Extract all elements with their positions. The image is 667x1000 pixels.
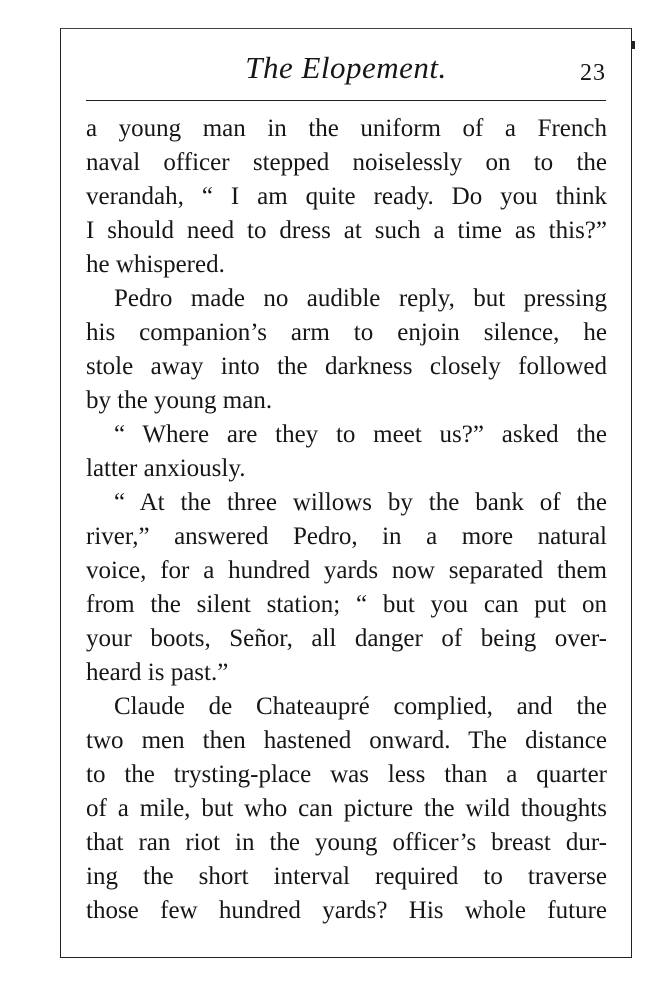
text-line: latter anxiously.	[86, 455, 246, 482]
text-line: he whispered.	[86, 251, 225, 278]
text-line: voice, for a hundred yards now separated them	[86, 557, 607, 584]
text-line: stole away into the darkness closely followed	[86, 353, 607, 380]
text-line: of a mile, but who can picture the wild thoughts	[86, 795, 607, 822]
text-line: heard is past.”	[86, 659, 229, 686]
text-line: two men then hastened onward. The distance	[86, 727, 607, 754]
running-header	[86, 46, 606, 96]
running-title: The Elopement.	[245, 50, 447, 85]
text-line: from the silent station; “ but you can put on	[86, 591, 607, 618]
text-line: Claude de Chateaupré complied, and the	[114, 693, 607, 720]
text-line: your boots, Señor, all danger of being over-	[86, 625, 607, 652]
text-line: naval officer stepped noiselessly on to the	[86, 149, 607, 176]
text-line: by the young man.	[86, 387, 273, 414]
margin-mark	[632, 41, 635, 49]
body-text	[86, 112, 607, 928]
header-rule	[86, 100, 606, 101]
text-line: those few hundred yards? His whole future	[86, 897, 607, 924]
text-line: “ At the three willows by the bank of the	[114, 489, 607, 516]
text-line: “ Where are they to meet us?” asked the	[114, 421, 607, 448]
text-line: verandah, “ I am quite ready. Do you think	[86, 183, 607, 210]
text-line: river,” answered Pedro, in a more natural	[86, 523, 607, 550]
text-line: a young man in the uniform of a French	[86, 115, 607, 142]
text-line: that ran riot in the young officer’s breast dur-	[86, 829, 607, 856]
page-number: 23	[580, 60, 606, 86]
text-line: Pedro made no audible reply, but pressing	[114, 285, 607, 312]
text-line: to the trysting-place was less than a quarter	[86, 761, 607, 788]
text-line: his companion’s arm to enjoin silence, he	[86, 319, 607, 346]
text-line: I should need to dress at such a time as this?”	[86, 217, 607, 244]
text-line: ing the short interval required to traverse	[86, 863, 607, 890]
